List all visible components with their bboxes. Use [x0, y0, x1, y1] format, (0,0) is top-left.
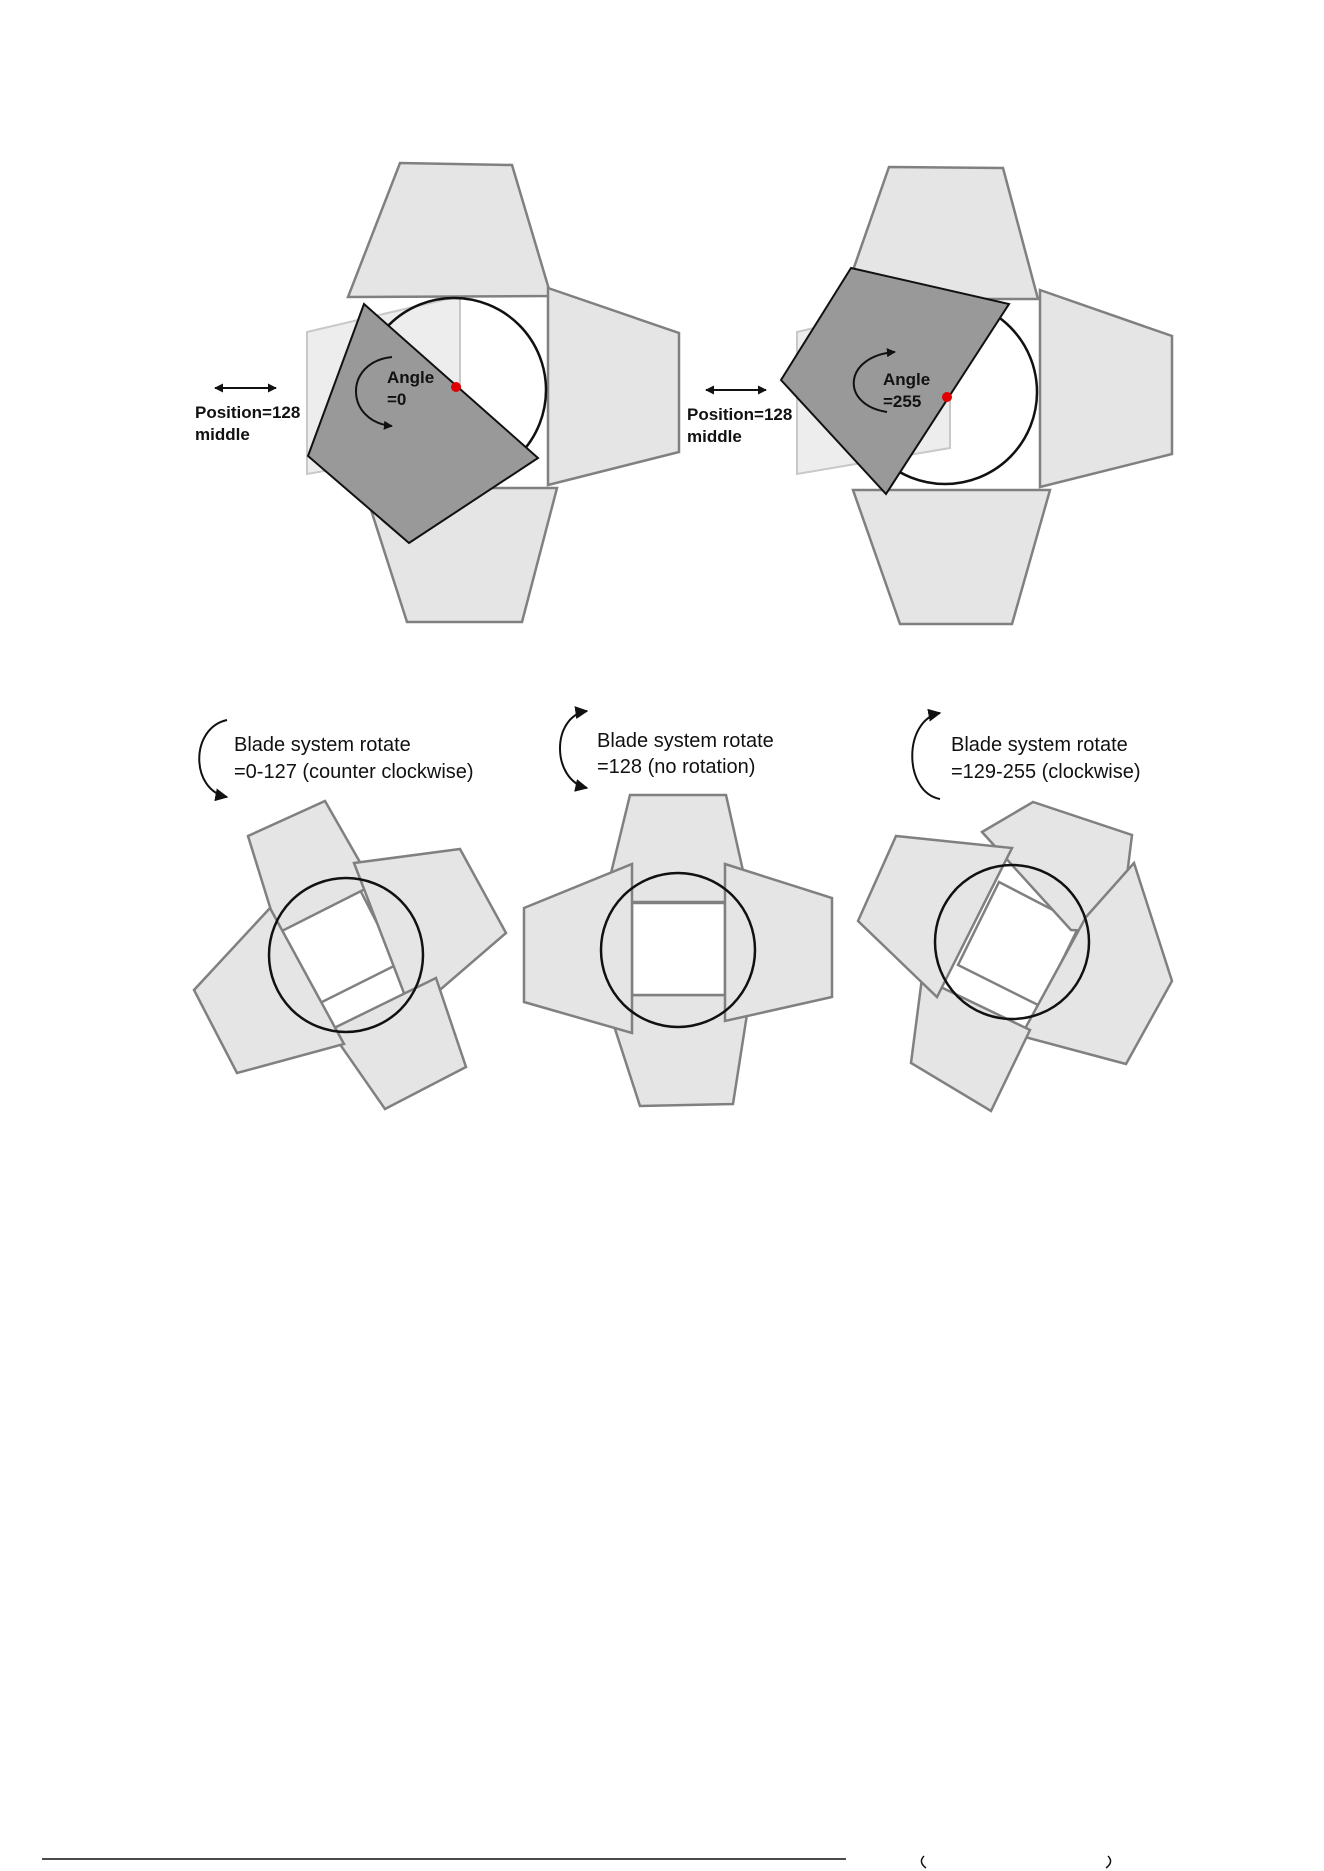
- angle-diagram-2: [687, 167, 1172, 624]
- blade-right: [725, 864, 832, 1021]
- rotation-diagram-ccw: [194, 720, 506, 1109]
- rotation-value: =0-127 (counter clockwise): [234, 761, 474, 783]
- pivot-point: [451, 382, 461, 392]
- rotation-diagram-none: [524, 711, 832, 1106]
- angle-diagram-1: [195, 163, 679, 622]
- rotation-title: Blade system rotate: [234, 734, 411, 756]
- right-blade: [1040, 290, 1172, 487]
- angle-label: Angle: [883, 370, 931, 389]
- square-aperture: [632, 903, 725, 995]
- cw-rotation-arrow: [912, 713, 940, 799]
- footer-bracket-right: [1106, 1856, 1111, 1868]
- pivot-point: [942, 392, 952, 402]
- position-label: Position=128: [687, 405, 793, 424]
- blade-lower: [330, 978, 466, 1109]
- rotation-value: =129-255 (clockwise): [951, 761, 1141, 783]
- rotation-title: Blade system rotate: [597, 730, 774, 752]
- position-sub-label: middle: [195, 425, 250, 444]
- blade-left: [524, 864, 632, 1033]
- rotation-diagram-cw: [858, 713, 1172, 1111]
- no-rotation-arrow: [560, 711, 587, 788]
- bottom-blade: [853, 490, 1050, 624]
- ccw-rotation-arrow: [199, 720, 227, 797]
- position-label: Position=128: [195, 403, 301, 422]
- blade-lower: [911, 978, 1030, 1111]
- footer-bracket-left: [921, 1856, 926, 1868]
- position-sub-label: middle: [687, 427, 742, 446]
- angle-value: =255: [883, 392, 922, 411]
- rotation-title: Blade system rotate: [951, 734, 1128, 756]
- rotation-value: =128 (no rotation): [597, 756, 756, 778]
- angle-label: Angle: [387, 368, 435, 387]
- right-blade: [548, 288, 679, 485]
- top-blade: [348, 163, 551, 297]
- angle-value: =0: [387, 390, 407, 409]
